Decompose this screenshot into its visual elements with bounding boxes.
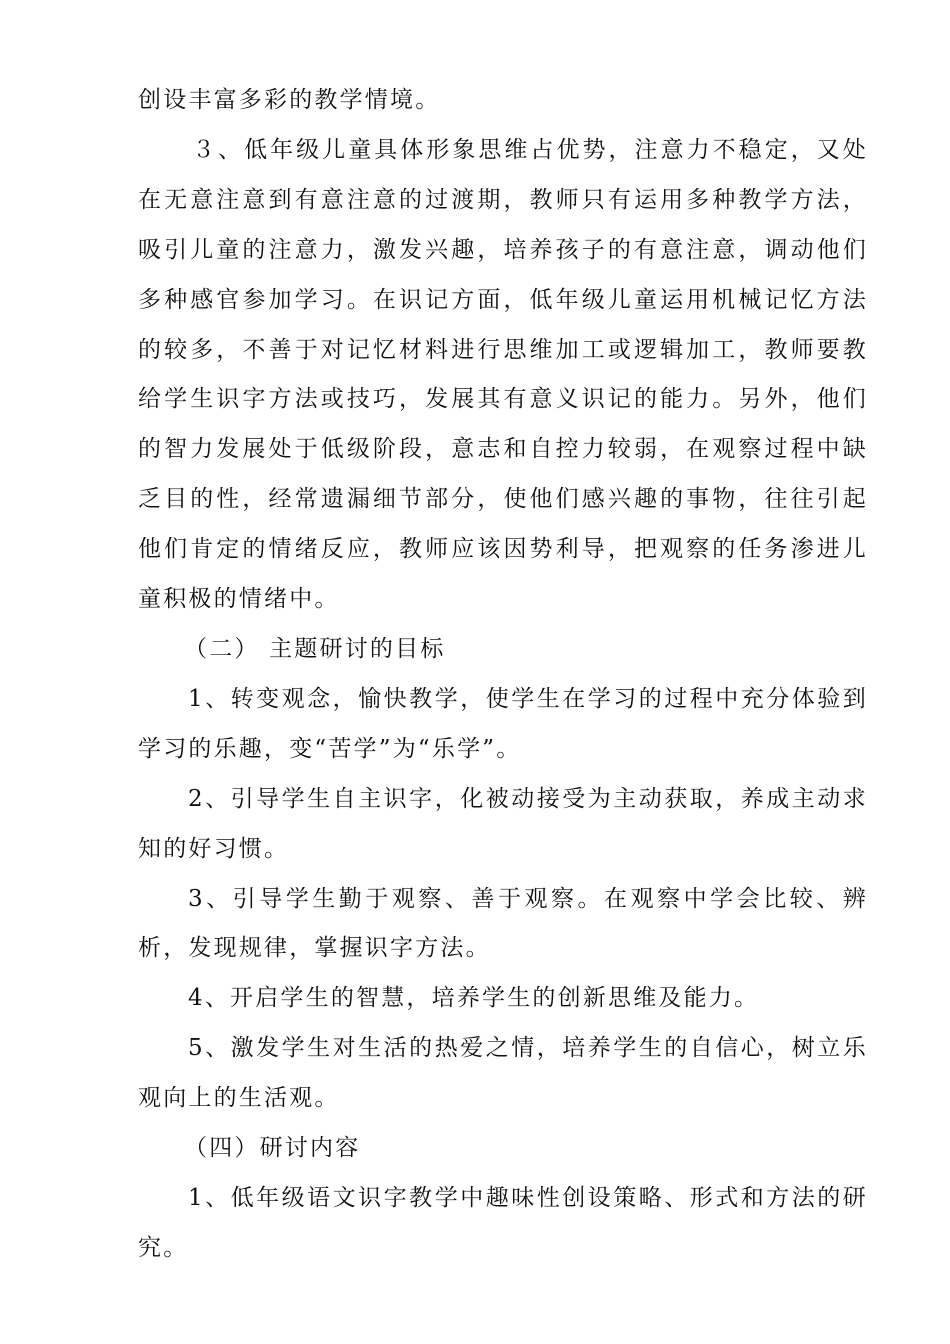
goal-item-1: 1、转变观念，愉快教学，使学生在学习的过程中充分体验到学习的乐趣，变“苦学”为“乐学”。 — [138, 685, 868, 762]
section-heading-goals: （二） 主题研讨的目标 — [184, 635, 446, 662]
goal-item-5: 5、激发学生对生活的热爱之情，培养学生的自信心，树立乐观向上的生活观。 — [138, 1035, 868, 1112]
content-item-1: 1、低年级语文识字教学中趣味性创设策略、形式和方法的研究。 — [138, 1184, 868, 1261]
paragraph-point-3-children-characteristics: ３、低年级儿童具体形象思维占优势，注意力不稳定，又处在无意注意到有意注意的过渡期，教师只有运用多种教学方法，吸引儿童的注意力，激发兴趣，培养孩子的有意注意，调动他们多种感官参加学习。在识记方面，低年级儿童运用机械记忆方法的较多，不善于对记忆材料进行思维加工或逻辑加工，教师要教给学生识字方法或技巧，发展其有意义识记的能力。另外，他们的智力发展处于低级阶段，意志和自控力较弱，在观察过程中缺乏目的性，经常遗漏细节部分，使他们感兴趣的事物，往往引起他们肯定的情绪反应，教师应该因势利导，把观察的任务渗进儿童积极的情绪中。 — [138, 136, 868, 613]
document-body — [138, 76, 868, 1274]
paragraph-continuation: 创设丰富多彩的教学情境。 — [138, 87, 441, 113]
goal-item-4: 4、开启学生的智慧，培养学生的创新思维及能力。 — [188, 985, 760, 1012]
section-heading-content: （四）研讨内容 — [184, 1135, 361, 1162]
goal-item-3: 3、引导学生勤于观察、善于观察。在观察中学会比较、辨析，发现规律，掌握识字方法。 — [138, 885, 868, 962]
goal-item-2: 2、引导学生自主识字，化被动接受为主动获取，养成主动求知的好习惯。 — [138, 785, 868, 862]
